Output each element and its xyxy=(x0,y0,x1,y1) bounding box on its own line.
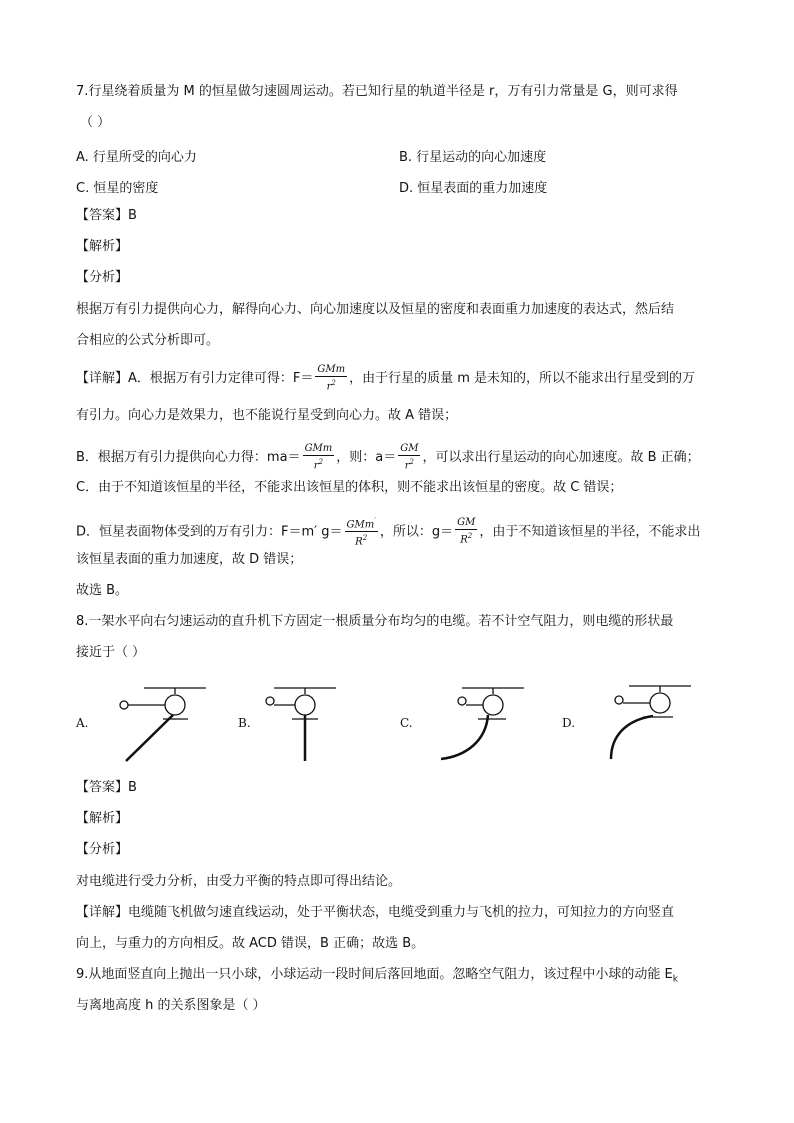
q7-detail-a-line1 xyxy=(76,364,695,393)
q8-figure-label-a: A. xyxy=(76,716,89,730)
q8-answer: 【答案】B xyxy=(76,780,137,795)
q7-answer: 【答案】B xyxy=(76,208,137,223)
q8-figure-label-c: C. xyxy=(400,716,413,730)
q7-option-d: D. 恒星表面的重力加速度 xyxy=(399,181,548,196)
formula-mg: $\frac{GMm'}{R^2}$ xyxy=(346,517,376,548)
q7-analysis-line1: 根据万有引力提供向心力，解得向心力、向心加速度以及恒星的密度和表面重力加速度的表达式，然后结 xyxy=(76,302,675,317)
q9-stem-line2: 与离地高度 h 的关系图象是（ ） xyxy=(76,998,266,1013)
helicopter-figure-a xyxy=(106,676,216,766)
q8-detail-line1: 【详解】电缆随飞机做匀速直线运动，处于平衡状态，电缆受到重力与飞机的拉力，可知拉力的方向竖直 xyxy=(76,905,675,920)
q7-detail-a-text2: ，由于行星的质量 m 是未知的，所以不能求出行星受到的万 xyxy=(349,371,696,387)
formula-g: $\frac{GM}{R^2}$ xyxy=(457,517,476,546)
q8-figure-label-b: B. xyxy=(238,716,251,730)
q7-analysis-line2: 合相应的公式分析即可。 xyxy=(76,333,220,348)
formula-f-gmm-r2: $\frac{\text{GMm}}{r^2}$ xyxy=(317,364,346,393)
q8-stem-line1: 8.一架水平向右匀速运动的直升机下方固定一根质量分布均匀的电缆。若不计空气阻力，则电缆的形状最 xyxy=(76,614,674,629)
q7-detail-c: C．由于不知道该恒星的半径，不能求出该恒星的体积，则不能求出该恒星的密度。故 C 错误； xyxy=(76,480,623,495)
q7-conclusion: 故选 B。 xyxy=(76,583,129,598)
q7-option-b: B. 行星运动的向心加速度 xyxy=(399,150,547,165)
q7-option-a: A. 行星所受的向心力 xyxy=(76,150,197,165)
helicopter-figure-b xyxy=(256,676,366,766)
helicopter-figure-c xyxy=(426,676,536,766)
q8-jiexi-heading: 【解析】 xyxy=(76,811,129,826)
q8-stem-line2: 接近于（ ） xyxy=(76,645,146,660)
q7-detail-a-text1: 【详解】A．根据万有引力定律可得：F＝ xyxy=(76,371,314,387)
q8-detail-line2: 向上，与重力的方向相反。故 ACD 错误，B 正确；故选 B。 xyxy=(76,936,425,951)
q7-detail-d-line2: 该恒星表面的重力加速度，故 D 错误； xyxy=(76,552,303,567)
q8-fenxi-heading: 【分析】 xyxy=(76,842,129,857)
q7-stem-line1: 7.行星绕着质量为 M 的恒星做匀速圆周运动。若已知行星的轨道半径是 r，万有引力常量是 G，则可求得 xyxy=(76,84,678,99)
q7-detail-a-line2: 有引力。向心力是效果力，也不能说行星受到向心力。故 A 错误； xyxy=(76,408,458,423)
formula-a: $\frac{GM}{r^2}$ xyxy=(400,443,419,472)
q7-detail-b: B．根据万有引力提供向心力得：ma＝ $\frac{\text{GMm}}{r^2}$ ，则：a＝ $\frac{GM}{r^2}$ ，可以求出行星运动的向心加速度。故 B 正确； xyxy=(76,443,700,472)
helicopter-figure-d xyxy=(591,676,701,766)
q7-jiexi-heading: 【解析】 xyxy=(76,239,129,254)
q7-detail-d-line1: D．恒星表面物体受到的万有引力：F＝m′ g＝ $\frac{GMm'}{R^2}$ ，所以：g＝ $\frac{GM}{R^2}$ ，由于不知道该恒星的半径，不能求出 xyxy=(76,517,701,548)
q8-figure-label-d: D. xyxy=(562,716,576,730)
q7-fenxi-heading: 【分析】 xyxy=(76,270,129,285)
formula-ma: $\frac{\text{GMm}}{r^2}$ xyxy=(304,443,333,472)
q9-stem-line1: 9.从地面竖直向上抛出一只小球，小球运动一段时间后落回地面。忽略空气阻力，该过程中小球的动能 $E_k$ xyxy=(76,967,678,985)
q8-analysis: 对电缆进行受力分析，由受力平衡的特点即可得出结论。 xyxy=(76,874,402,889)
q7-option-c: C. 恒星的密度 xyxy=(76,181,159,196)
q8-helicopter-figures xyxy=(76,676,696,766)
q7-stem-line2: （ ） xyxy=(80,115,111,130)
